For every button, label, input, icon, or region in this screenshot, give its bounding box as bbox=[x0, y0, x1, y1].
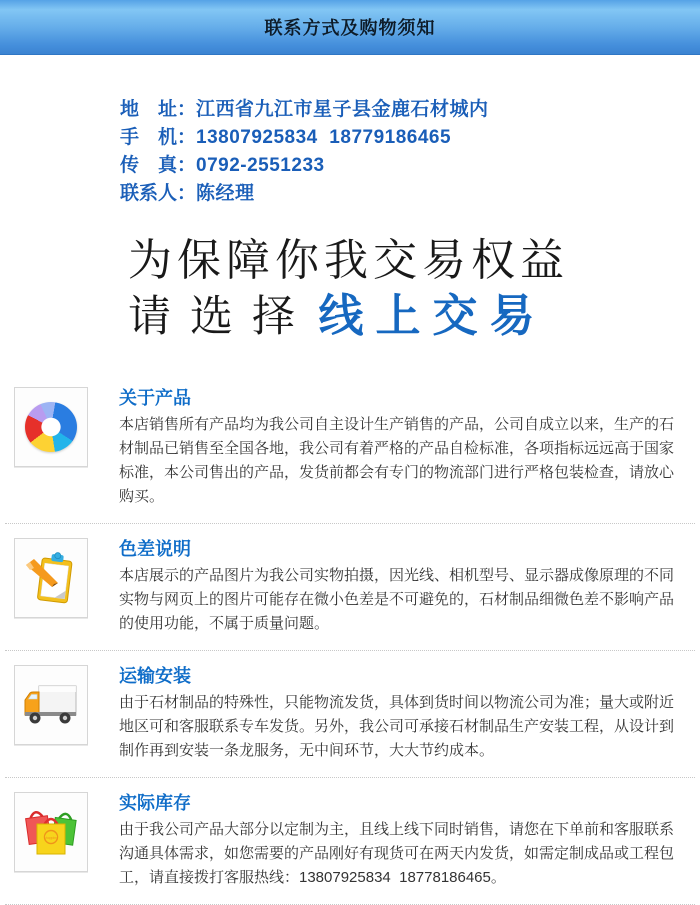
contact-address-label: 地 址： bbox=[120, 99, 197, 120]
about-product-icon-box bbox=[14, 387, 88, 467]
truck-icon bbox=[22, 682, 80, 728]
section-body-stock: 由于我公司产品大部分以定制为主，且线上线下同时销售，请您在下单前和客服联系沟通具体需求，如您需要的产品刚好有现货可在两天内发货，如需定制成品或工程包工，请直接拨打客服热线：13807925834 18778186465。 bbox=[119, 821, 675, 886]
contact-fax-label: 传 真： bbox=[120, 155, 197, 176]
section-text bbox=[119, 387, 690, 509]
color-difference-icon-box bbox=[14, 538, 88, 618]
donut-chart-icon bbox=[25, 402, 77, 452]
section-text bbox=[119, 665, 690, 763]
slogan-line2 bbox=[128, 288, 700, 355]
section-color-difference bbox=[0, 532, 700, 642]
contact-fax-value: 0792-2551233 bbox=[196, 155, 325, 176]
contact-address-value: 江西省九江市星子县金鹿石材城内 bbox=[196, 99, 489, 120]
section-text bbox=[119, 792, 690, 890]
page-header bbox=[0, 0, 700, 55]
section-text bbox=[119, 538, 690, 636]
section-title-shipping: 运输安装 bbox=[119, 666, 191, 686]
contact-mobile-row bbox=[120, 124, 700, 152]
contact-person-label: 联系人： bbox=[120, 183, 197, 204]
section-body-color-difference: 本店展示的产品图片为我公司实物拍摄，因光线、相机型号、显示器成像原理的不同实物与网页上的图片可能存在微小色差是不可避免的，石材制品细微色差不影响产品的使用功能，不属于质量问题。 bbox=[119, 567, 675, 632]
contact-info bbox=[0, 55, 700, 208]
stock-icon-box bbox=[14, 792, 88, 872]
section-shipping-install bbox=[0, 659, 700, 769]
contact-person-row bbox=[120, 180, 700, 208]
slogan-line2-blue: 线上交易 bbox=[318, 290, 547, 341]
dotted-divider bbox=[5, 777, 695, 778]
slogan-line1: 为保障你我交易权益 bbox=[128, 236, 569, 285]
page-title: 联系方式及购物须知 bbox=[264, 18, 436, 38]
slogan-line2-black: 请选择 bbox=[128, 293, 314, 341]
contact-mobile-label: 手 机： bbox=[120, 127, 197, 148]
section-title-stock: 实际库存 bbox=[119, 793, 191, 813]
contact-person-value: 陈经理 bbox=[196, 183, 255, 204]
notice-sections bbox=[0, 381, 700, 905]
section-body-shipping: 由于石材制品的特殊性，只能物流发货，具体到货时间以物流公司为准；量大或附近地区可和客服联系专车发货。另外，我公司可承接石材制品生产安装工程，从设计到制作再到安装一条龙服务，无中间环节，大大节约成本。 bbox=[119, 694, 675, 759]
section-stock bbox=[0, 786, 700, 896]
clipboard-pencil-icon bbox=[24, 549, 78, 607]
shopping-bags-icon bbox=[23, 805, 79, 859]
trade-slogan-banner bbox=[128, 234, 700, 355]
contact-mobile-value: 13807925834 18779186465 bbox=[196, 127, 452, 148]
contact-address-row bbox=[120, 96, 700, 124]
shipping-icon-box bbox=[14, 665, 88, 745]
svg-text:shopping: shopping bbox=[44, 836, 58, 840]
contact-fax-row bbox=[120, 152, 700, 180]
section-title-about-product: 关于产品 bbox=[119, 388, 191, 408]
dotted-divider bbox=[5, 523, 695, 524]
section-body-about-product: 本店销售所有产品均为我公司自主设计生产销售的产品，公司自成立以来，生产的石材制品已销售至全国各地，我公司有着严格的产品自检标准，各项指标远远高于国家标准，本公司售出的产品，发货前都会有专门的物流部门进行严格包装检查，请放心购买。 bbox=[119, 416, 675, 505]
section-about-product bbox=[0, 381, 700, 515]
section-title-color-difference: 色差说明 bbox=[119, 539, 191, 559]
dotted-divider bbox=[5, 650, 695, 651]
